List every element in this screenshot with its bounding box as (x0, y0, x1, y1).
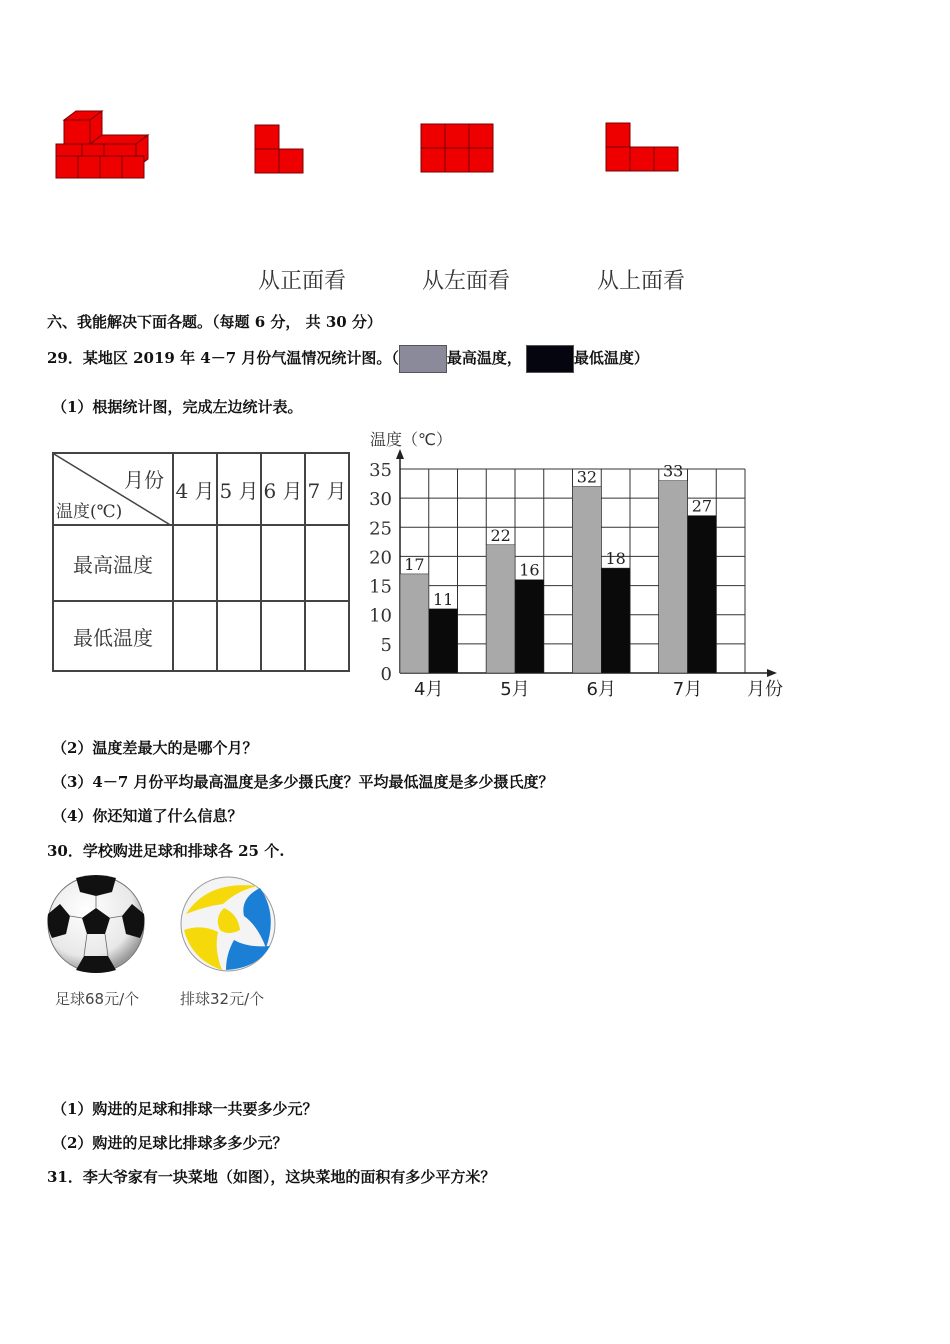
y-tick-label: 30 (369, 489, 392, 511)
y-tick-label: 20 (369, 547, 392, 569)
q29-sub1: （1）根据统计图，完成左边统计表。 (52, 398, 303, 416)
bar-value-label: 18 (605, 549, 626, 569)
table-cell[interactable] (173, 601, 217, 671)
table-corner-header (53, 453, 173, 525)
x-tick-label: 7月 (672, 679, 703, 700)
q29-sub2: （2）温度差最大的是哪个月？ (52, 739, 258, 757)
q29-title-text: 29．某地区 2019 年 4－7 月份气温情况统计图。（ (47, 349, 399, 367)
temperature-table (52, 452, 350, 672)
cube-stack-3d-figure (50, 105, 160, 185)
bar-value-label: 16 (519, 560, 540, 580)
front-view-label: 从正面看 (258, 269, 347, 294)
x-axis-title: 月份 (747, 679, 783, 700)
top-view-figure (603, 120, 683, 176)
bar (601, 568, 630, 673)
bar-value-label: 27 (691, 496, 713, 516)
row-label-high: 最高温度 (53, 525, 173, 601)
bar (659, 481, 688, 673)
left-view-label: 从左面看 (422, 269, 511, 294)
x-tick-label: 4月 (414, 679, 444, 700)
y-tick-label: 15 (369, 576, 392, 598)
volleyball-image (178, 874, 278, 974)
bar (573, 486, 602, 673)
q30-sub2: （2）购进的足球比排球多多少元？ (52, 1134, 288, 1152)
section-heading: 六、我能解决下面各题。（每题 6 分， 共 30 分） (47, 313, 382, 331)
y-tick-label: 10 (369, 605, 392, 627)
question-30-title: 30．学校购进足球和排球各 25 个. (47, 842, 285, 860)
bar (486, 545, 515, 673)
table-month-header: 7 月 (305, 453, 349, 525)
bar-value-label: 22 (490, 525, 511, 545)
bar-value-label: 32 (576, 467, 598, 487)
bar (429, 609, 458, 673)
table-cell[interactable] (217, 601, 261, 671)
left-view-figure (418, 122, 496, 176)
header-temp-label: 温度(℃) (56, 502, 123, 522)
table-month-header: 6 月 (261, 453, 305, 525)
y-axis-arrow (396, 449, 404, 459)
table-cell[interactable] (217, 525, 261, 601)
temperature-bar-chart (360, 425, 800, 705)
bar (400, 574, 429, 673)
q29-sub4: （4）你还知道了什么信息？ (52, 807, 243, 825)
table-cell[interactable] (305, 525, 349, 601)
y-tick-label: 35 (369, 460, 392, 481)
y-tick-label: 5 (380, 634, 392, 656)
legend-high-label: 最高温度， (446, 349, 522, 367)
y-tick-label: 0 (380, 664, 392, 685)
q30-sub1: （1）购进的足球和排球一共要多少元？ (52, 1100, 318, 1118)
front-view-figure (252, 122, 308, 178)
football-image (46, 874, 146, 974)
bar-value-label: 33 (662, 461, 684, 481)
header-month-label: 月份 (124, 468, 164, 492)
bar-value-label: 11 (432, 589, 454, 609)
y-tick-label: 25 (369, 518, 392, 540)
table-cell[interactable] (261, 601, 305, 671)
q29-sub3: （3）4－7 月份平均最高温度是多少摄氏度？平均最低温度是多少摄氏度？ (52, 773, 554, 791)
x-tick-label: 6月 (586, 679, 616, 700)
volleyball-price: 排球32元/个 (180, 990, 265, 1008)
top-view-label: 从上面看 (597, 269, 686, 294)
football-price: 足球68元/个 (55, 990, 140, 1008)
bar (688, 516, 717, 673)
legend-low-swatch (526, 345, 574, 373)
question-29-title (47, 345, 649, 373)
legend-high-swatch (399, 345, 447, 373)
bar (515, 580, 544, 673)
question-31-title: 31．李大爷家有一块菜地（如图），这块菜地的面积有多少平方米？ (47, 1168, 496, 1186)
x-axis-arrow (767, 669, 777, 677)
table-month-header: 5 月 (217, 453, 261, 525)
legend-low-label: 最低温度） (573, 349, 649, 367)
table-cell[interactable] (305, 601, 349, 671)
bar-value-label: 17 (404, 554, 425, 574)
table-cell[interactable] (173, 525, 217, 601)
y-axis-title: 温度（℃） (370, 430, 452, 449)
row-label-low: 最低温度 (53, 601, 173, 671)
table-month-header: 4 月 (173, 453, 217, 525)
x-tick-label: 5月 (500, 679, 530, 700)
table-cell[interactable] (261, 525, 305, 601)
